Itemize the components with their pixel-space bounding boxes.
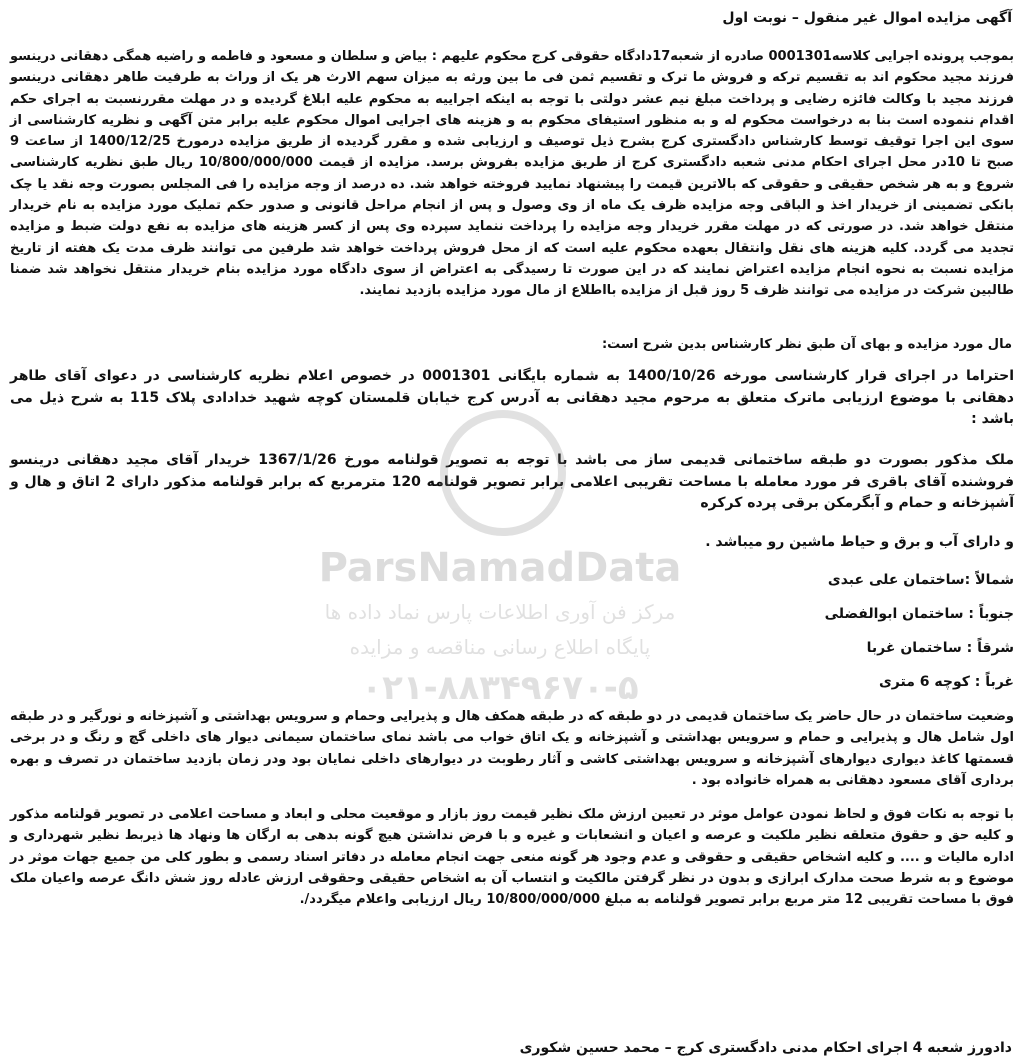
notice-paragraph-5: وضعیت ساختمان در حال حاضر یک ساختمان قدیمی در دو طبقه که در طبقه همکف هال و پذیرایی وحمام و سرویس بهداشتی و آشپزخانه و نورگیر و در طبقه اول شامل هال و پذیرایی و حمام و سرویس بهداشتی و آشپزخانه و یک اتاق خواب می باشد نمای ساختمان سیمانی دیوار های داخلی گچ و رنگ و در برخی قسمتها کاغذ دیواری دیوارهای آشپزخانه و سرویس بهداشتی کاشی و آثار رطوبت در دیوارهای داخلی نمایان بود ودر زمان بازدید ساختمان در تصرف و بهره برداری آقای مسعود دهقانی به همراه خانواده بود . [10, 709, 1014, 788]
notice-paragraph-4: و دارای آب و برق و حیاط ماشین رو میباشد . [705, 534, 1014, 550]
boundary-north: شمالاً :ساختمان علی عبدی [827, 572, 1014, 588]
signature-footer: دادورز شعبه 4 اجرای احکام مدنی دادگستری کرج – محمد حسین شکوری [519, 1040, 1012, 1056]
notice-paragraph-1: بموجب پرونده اجرایی کلاسه0001301 صادره از شعبه17دادگاه حقوقی کرج محکوم علیهم : بیاض و سلطان و مسعود و فاطمه و راضیه همگی دهقانی درینسو فرزند مجید محکوم اند به تقسیم ترکه و فروش ما ترک و تقسیم ثمن فی ما بین ورثه به میزان سهم الارث هر یک از وراث به طرفیت طاهر دهقانی درینسو فرزند مجید با وکالت فائزه رضایی و پرداخت مبلغ نیم عشر دولتی با توجه به اینکه اجراییه به محکوم علیه ابلاغ گردیده و در مهلت مقررنسبت به اجرای حکم اقدام ننموده است بنا به درخواست محکوم له و به منظور استیفای محکوم به و هزینه های اجرایی اموال محکوم علیه برابر متن آگهی و نظریه کارشناسی از سوی این اجرا توقیف توسط کارشناس دادگستری کرج بشرح ذیل توصیف و ارزیابی شده و مقرر گردیده از طریق مزایده درمورخ 1400/12/25 از ساعت 9 صبح تا 10در محل اجرای احکام مدنی شعبه دادگستری کرج از طریق مزایده بفروش برسد. مزایده از قیمت 10/800/000/000 ریال طبق نظریه کارشناسی شروع و به هر شخص حقیقی و حقوقی که بالاترین قیمت را پیشنهاد نمایید فروخته خواهد شد. ده درصد از وجه مزایده را فی المجلس بصورت وجه نقد یا چک بانکی تضمینی از خریدار اخذ و الباقی وجه مزایده ظرف یک ماه از وی وصول و پس از انجام مراحل قانونی و صدور حکم تملیک مورد مزایده به نام خریدار منتقل خواهد شد. در صورتی که در مهلت مقرر خریدار وجه مزایده را پرداخت ننماید سپرده وی پس از کسر هزینه های مزایده به نفع دولت ضبط و مزایده تجدید می گردد. کلیه هزینه های نقل وانتقال بعهده محکوم علیه است که از محل فروش پرداخت خواهد شد طرفین می توانند ظرف مدت یک هفته از تاریخ مزایده نسبت به نحوه انجام مزایده اعتراض نمایند که در این صورت تا رسیدگی به اعتراض از سوی دادگاه مورد مزایده بنام خریدار منتقل نخواهد شد ضمنا طالبین شرکت در مزایده می توانند ظرف 5 روز قبل از مزایده بااطلاع از مال مورد مزایده بازدید نمایند. [10, 49, 1014, 299]
watermark-line-1: مرکز فن آوری اطلاعات پارس نماد داده ها [324, 600, 676, 624]
watermark-brand: ParsNamadData [318, 545, 682, 591]
notice-paragraph-2: احتراما در اجرای قرار کارشناسی مورخه 1400/10/26 به شماره بایگانی 0001301 در خصوص اعلام نظریه کارشناسی در دعوای آقای طاهر دهقانی با موضوع ارزیابی ماترک متعلق به مرحوم مجید دهقانی به آدرس کرج خیابان قلمستان کوچه شهید خدادادی پلاک 115 به شرح ذیل می باشد : [10, 368, 1014, 427]
notice-title: آگهی مزایده اموال غیر منقول – نوبت اول [722, 10, 1012, 26]
property-heading: مال مورد مزایده و بهای آن طبق نظر کارشناس بدین شرح است: [601, 337, 1012, 352]
watermark-phone: ۰۲۱-۸۸۳۴۹۶۷۰-۵ [361, 668, 639, 708]
notice-paragraph-6: با توجه به نکات فوق و لحاظ نمودن عوامل موثر در تعیین ارزش ملک نظیر قیمت روز بازار و موقعیت محلی و ابعاد و مساحت اعلامی در تصویر قولنامه مذکور و کلیه حق و حقوق متعلقه نظیر ملکیت و عرصه و اعیان و انشعابات و غیره و با فرض نداشتن هیچ گونه بدهی به ارگان ها ونهاد ها ذیربط نظیر شهرداری و اداره مالیات و .... و کلیه اشخاص حقیقی و حقوقی و عدم وجود هر گونه منعی جهت انجام معامله در دفاتر اسناد رسمی و بطور کلی من جمیع جهات موثر در موضوع و به شرط صحت مدارک ابرازی و بدون در نظر گرفتن مالکیت و انتساب آن به اشخاص حقیقی وحقوقی ارزش عادله روز شش دانگ عرصه واعیان ملک فوق با مساحت تقریبی 12 متر مربع برابر تصویر قولنامه به مبلغ 10/800/000/000 ریال ارزیابی واعلام میگردد/. [10, 807, 1014, 908]
boundary-south: جنوباً : ساختمان ابوالفضلی [824, 606, 1014, 622]
auction-notice-page [6, 4, 1018, 1058]
boundary-west: غرباً : کوچه 6 متری [878, 674, 1014, 690]
notice-paragraph-3: ملک مذکور بصورت دو طبقه ساختمانی قدیمی ساز می باشد با توجه به تصویر قولنامه مورخ 1367/1/26 خریدار آقای مجید دهقانی درینسو فروشنده آقای باقری فر مورد معامله با مساحت تقریبی اعلامی برابر تصویر قولنامه 120 مترمربع که برابر قولنامه مذکور دارای 2 اتاق و هال و آشپزخانه و حمام و آبگرمکن برقی پرده کرکره [10, 452, 1014, 511]
boundary-east: شرقاً : ساختمان غربا [866, 640, 1014, 656]
watermark-line-2: پایگاه اطلاع رسانی مناقصه و مزایده [349, 635, 651, 659]
